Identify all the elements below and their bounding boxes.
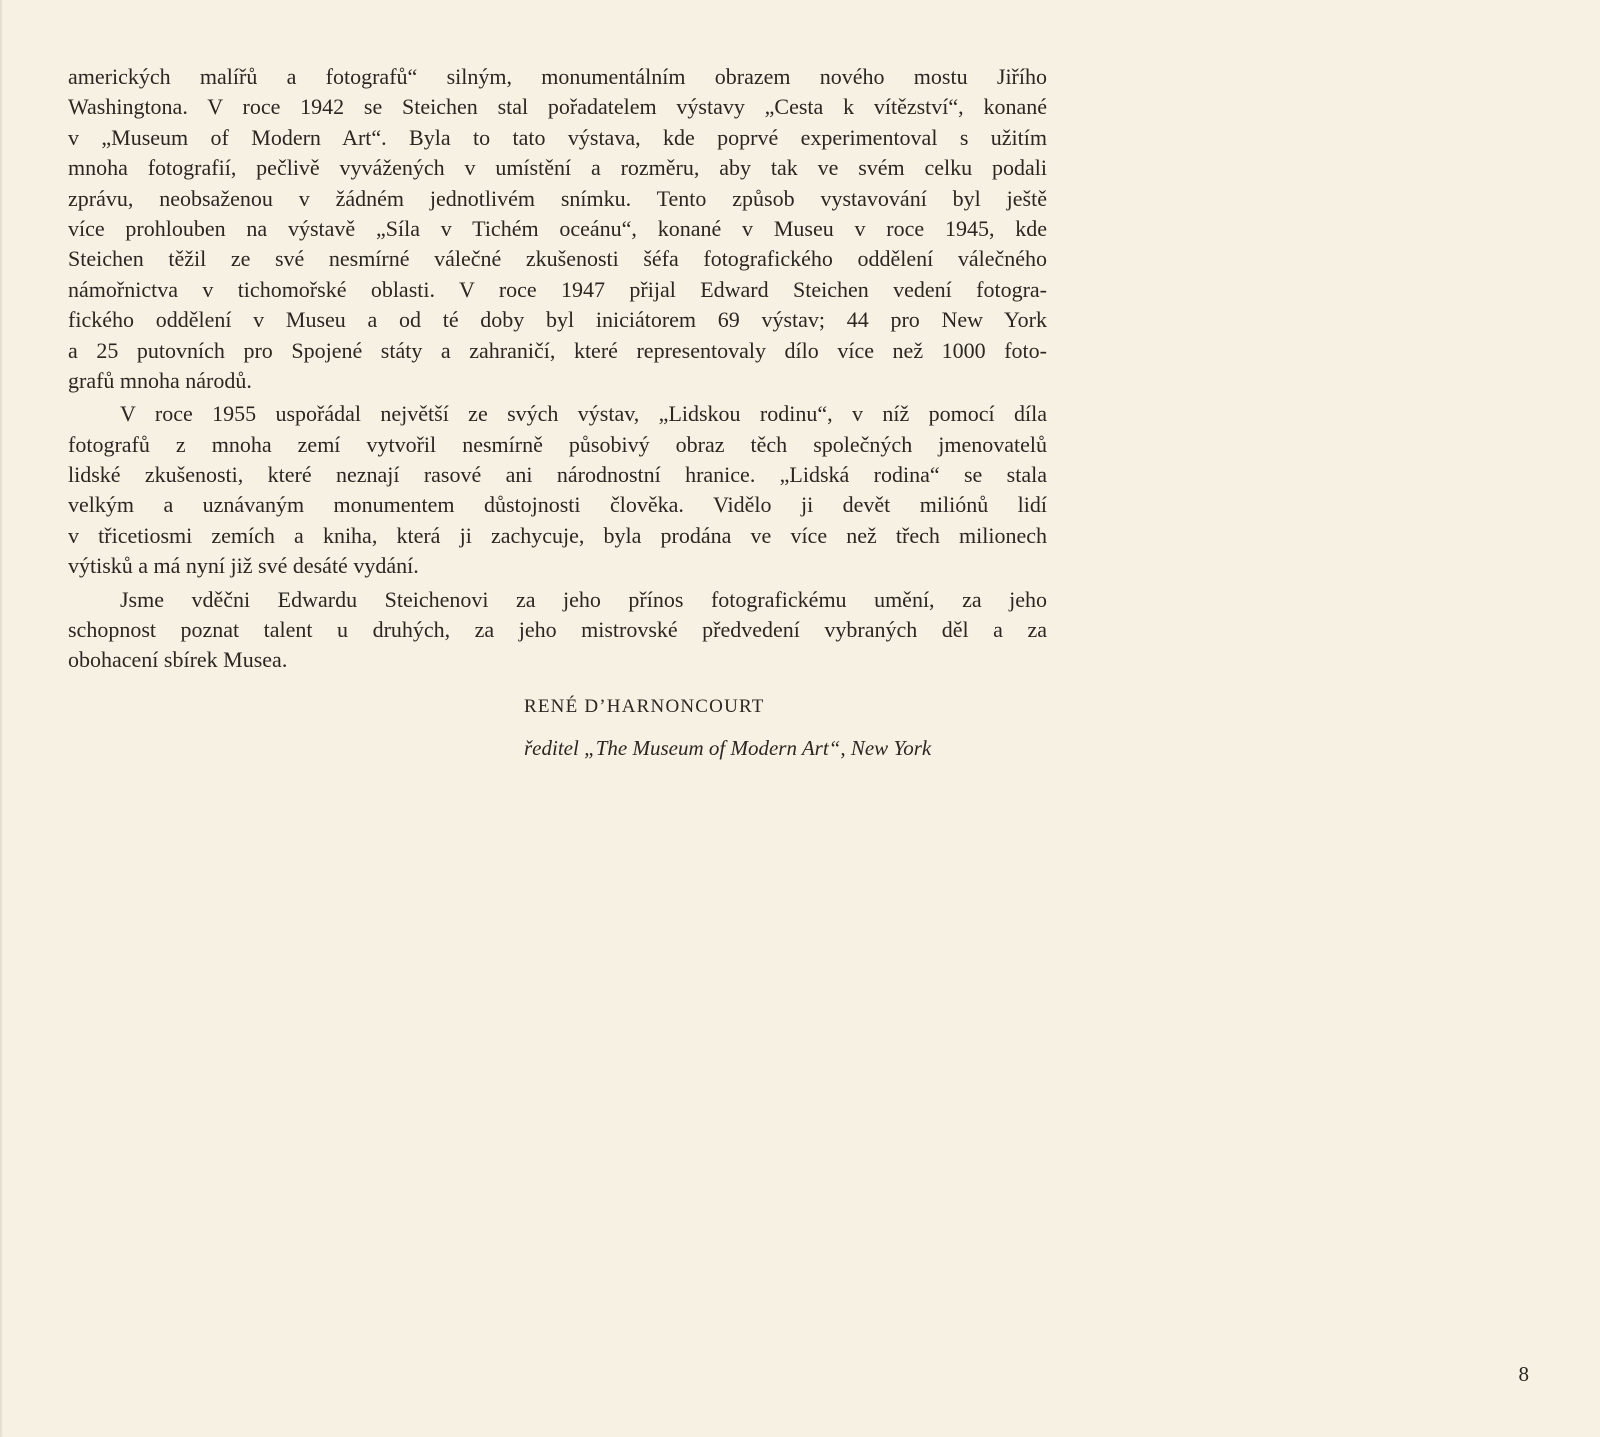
text-line: Jsme vděčni Edwardu Steichenovi za jeho přínos fotografickému umění, za jeho: [120, 586, 1047, 612]
text-line: lidské zkušenosti, které neznají rasové ani národnostní hranice. „Lidská rodina“ se stala: [68, 462, 1047, 488]
paragraph-2: [68, 399, 1047, 581]
page-number: 8: [1518, 1362, 1529, 1386]
text-line: fického oddělení v Museu a od té doby byl iniciátorem 69 výstav; 44 pro New York: [68, 307, 1047, 333]
signature-name: RENÉ D’HARNONCOURT: [524, 696, 765, 717]
text-line: fotografů z mnoha zemí vytvořil nesmírně působivý obraz těch společných jmenovatelů: [68, 431, 1047, 457]
text-line: zprávu, neobsaženou v žádném jednotlivém snímku. Tento způsob vystavování byl ještě: [68, 185, 1047, 211]
text-line: V roce 1955 uspořádal největší ze svých výstav, „Lidskou rodinu“, v níž pomocí díla: [120, 401, 1047, 427]
text-line: obohacení sbírek Musea.: [68, 647, 288, 673]
text-line: v třicetiosmi zemích a kniha, která ji zachycuje, byla prodána ve více než třech milionech: [68, 522, 1047, 548]
text-line: Washingtona. V roce 1942 se Steichen stal pořadatelem výstavy „Cesta k vítězství“, konané: [68, 94, 1047, 120]
signature-block: [524, 694, 1047, 762]
text-line: schopnost poznat talent u druhých, za jeho mistrovské předvedení vybraných děl a za: [68, 617, 1047, 643]
signature-title: ředitel „The Museum of Modern Art“, New York: [524, 736, 932, 760]
text-line: amerických malířů a fotografů“ silným, monumentálním obrazem nového mostu Jiřího: [68, 64, 1047, 89]
text-line: více prohlouben na výstavě „Síla v Tichém oceánu“, konané v Museu v roce 1945, kde: [68, 215, 1047, 241]
text-line: Steichen těžil ze své nesmírné válečné zkušenosti šéfa fotografického oddělení válečného: [68, 246, 1047, 272]
body-text: [68, 62, 1047, 676]
text-line: v „Museum of Modern Art“. Byla to tato výstava, kde poprvé experimentoval s užitím: [68, 124, 1047, 150]
text-line: námořnictva v tichomořské oblasti. V roce 1947 přijal Edward Steichen vedení fotogra-: [68, 276, 1047, 302]
text-line: mnoha fotografií, pečlivě vyvážených v umístění a rozměru, aby tak ve svém celku podali: [68, 155, 1047, 181]
paragraph-3: [68, 585, 1047, 676]
text-line: výtisků a má nyní již své desáté vydání.: [68, 553, 419, 579]
text-line: velkým a uznávaným monumentem důstojnosti člověka. Vidělo ji devět miliónů lidí: [68, 492, 1047, 518]
text-line: a 25 putovních pro Spojené státy a zahraničí, které representovaly dílo více než 1000 foto-: [68, 337, 1047, 363]
paragraph-1: [68, 62, 1047, 396]
text-line: grafů mnoha národů.: [68, 367, 252, 393]
page-crease: [0, 0, 3, 1437]
